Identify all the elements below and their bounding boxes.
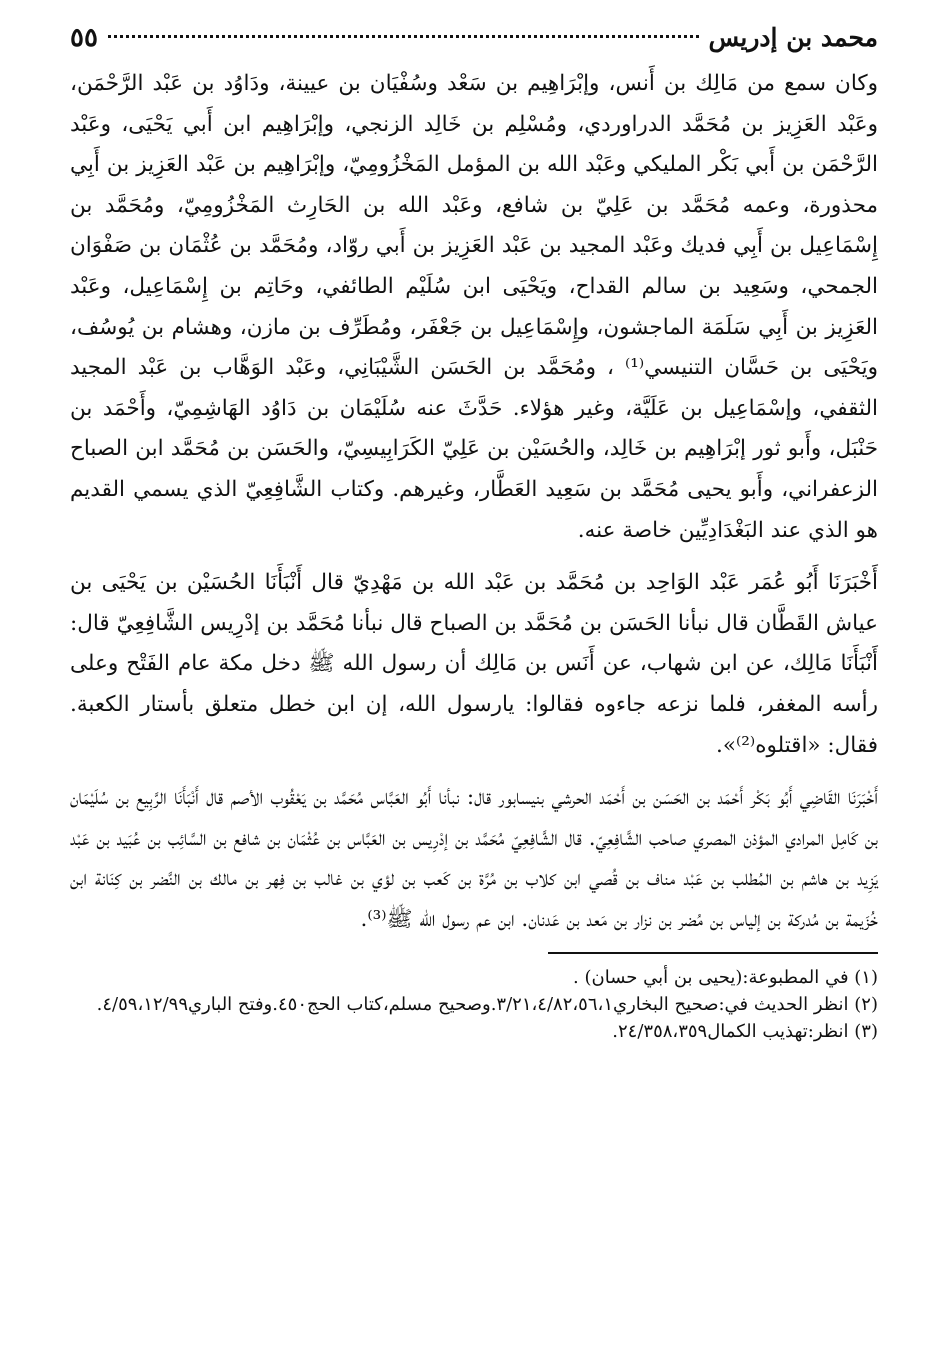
footnote-separator [548, 952, 878, 954]
page-header [70, 18, 878, 58]
paragraph-hadith-conquest: أَخْبَرَنَا أَبُو عُمَر عَبْد الوَاحِد بن مُحَمَّد بن عَبْد الله بن مَهْدِيّ قال أَنْبَأَنَا الحُسَيْن بن يَحْيَى بن عياش القَطَّان قال نبأنا الحَسَن بن مُحَمَّد بن الصباح قال نبأنا مُحَمَّد بن إدْرِيس الشَّافِعِيّ قال: أَنْبَأَنَا مَالِك، عن ابن شهاب، عن أَنَس بن مَالِك أن رسول الله ﷺ دخل مكة عام الفَتْح وعلى رأسه المغفر، فلما نزعه جاءوه فقالوا: يارسول الله، إن ابن خطل متعلق بأستار الكعبة. فقال: «اقتلوه⁽²⁾». [70, 570, 878, 758]
paragraph-lineage: أَخْبَرَنَا القَاضِي أَبُو بَكْر أَحْمَد بن الحَسَن بن أَحْمَد الحرشي بنيسابور قال: نبأنا أَبُو العَبَّاس مُحَمَّد بن يَعْقُوب الأصم قال أَنْبَأَنَا الرَّبِيع بن سُلَيْمَان بن كَامِل المرادي المؤذن المصري صاحب الشَّافِعِيّ. قال الشَّافِعِيّ مُحَمَّد بن إدْرِيس بن العَبَّاس بن عُثْمَان بن شافع بن السَّائِب بن عُبَيد بن عَبْد يَزِيد بن هاشم بن المُطلب بن عَبْد مناف بن قُصي ابن كلاب بن مُرَّة بن كَعب بن لؤي بن غالب بن فِهر بن مالك بن النَّضر بن كِنَانة ابن خُزَيمة بن مُدركة بن إلياس بن مُضر بن نزار بن مَعد بن عَدنان. ابن عم رسول الله ﷺ⁽³⁾. [70, 785, 878, 932]
footnote-3: (٣) انظر:تهذيب الكمال٢٤/٣٥٨،٣٥٩. [612, 1021, 878, 1043]
footnotes [70, 964, 878, 1045]
footnote-2: (٢) انظر الحديث في:صحيح البخاري٣/٢١،٤/٨٢،٥٦،١.وصحيح مسلم،كتاب الحج٤٥٠.وفتح الباري٤/٥٩،١٢/٩٩. [96, 994, 878, 1016]
book-page [70, 18, 878, 1045]
page-number: ٥٥ [70, 23, 98, 53]
main-text [70, 64, 878, 940]
footnote-1: (١) في المطبوعة:(يحيى بن أبي حسان) . [573, 967, 878, 989]
running-title: محمد بن إدريس [708, 23, 878, 52]
paragraph-teachers-students: وكان سمع من مَالِك بن أَنس، وإبْرَاهِيم بن سَعْد وسُفْيَان بن عيينة، ودَاوُد بن عَبْد الرَّحْمَن، وعَبْد العَزِيز بن مُحَمَّد الدراوردي، ومُسْلِم بن خَالِد الزنجي، وإبْرَاهِيم ابن أَبي يَحْيَى، وعَبْد الرَّحْمَن بن أَبي بَكْر المليكي وعَبْد الله بن المؤمل المَخْزُومِيّ، وإبْرَاهِيم بن عَبْد العَزِيز بن أَبِي محذورة، وعمه مُحَمَّد بن عَلِيّ بن شافع، وعَبْد الله بن الحَارِث المَخْزُومِيّ، ومُحَمَّد بن إِسْمَاعِيل بن أَبِي فديك وعَبْد المجيد بن عَبْد العَزِيز بن أَبي روّاد، ومُحَمَّد بن عُثْمَان بن صَفْوَان الجمحي، وسَعِيد بن سالم القداح، ويَحْيَى ابن سُلَيْم الطائفي، وحَاتِم بن إِسْمَاعِيل، وعَبْد العَزِيز بن أَبِي سَلَمَة الماجشون، وإِسْمَاعِيل بن جَعْفَر، ومُطَرِّف بن مازن، وهشام بن يُوسُف، ويَحْيَى بن حَسَّان التنيسي⁽¹⁾ ، ومُحَمَّد بن الحَسَن الشَّيْبَانِي، وعَبْد الوَهَّاب بن عَبْد المجيد الثقفي، وإسْمَاعِيل بن عَلَيَّة، وغير هؤلاء. حَدَّثَ عنه سُلَيْمَان بن دَاوُد الهَاشِمِيّ، وأَحْمَد بن حَنْبَل، وأَبو ثور إبْرَاهِيم بن خَالِد، والحُسَيْن بن عَلِيّ الكَرَابِيسِيّ، والحَسَن بن مُحَمَّد ابن الصباح الزعفراني، وأَبو يحيى مُحَمَّد بن سَعِيد العَطَّار، وغيرهم. وكتاب الشَّافِعِيّ الذي يسمي القديم هو الذي عند البَغْدَادِيِّين خاصة عنه. [70, 71, 878, 543]
leader-dots [108, 35, 699, 38]
